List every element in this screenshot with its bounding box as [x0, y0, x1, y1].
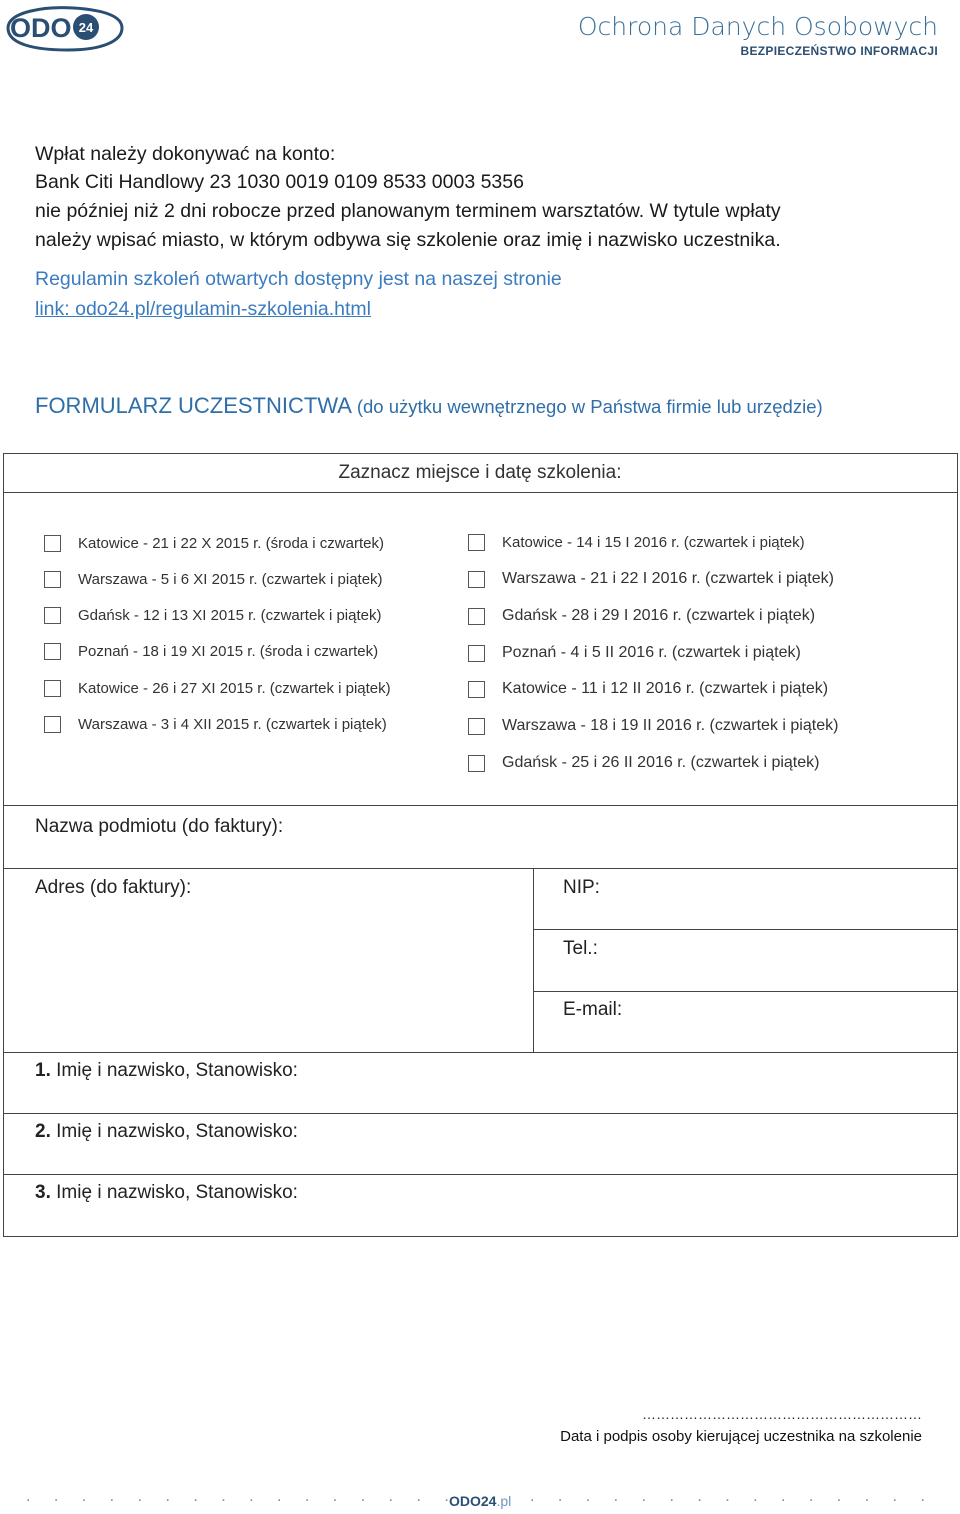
footer-dots-right: . . . . . . . . . . . . . . . — [530, 1488, 925, 1505]
participant-3-field[interactable] — [35, 1182, 298, 1204]
address-field[interactable]: Adres (do faktury): — [35, 877, 192, 898]
option-label: Katowice - 26 i 27 XI 2015 r. (czwartek i piątek) — [78, 680, 391, 697]
phone-field[interactable]: Tel.: — [563, 938, 598, 959]
checkbox[interactable] — [44, 571, 61, 588]
logo-text: ODO — [10, 13, 72, 43]
footer-brand-suffix: 24 — [480, 1493, 497, 1509]
option-right-1[interactable] — [468, 534, 805, 551]
option-label: Poznań - 18 i 19 XI 2015 r. (środa i czwartek) — [78, 643, 379, 660]
participant-number: 2. — [35, 1121, 51, 1142]
company-name-field[interactable]: Nazwa podmiotu (do faktury): — [35, 816, 284, 837]
option-label: Warszawa - 3 i 4 XII 2015 r. (czwartek i piątek) — [78, 716, 387, 733]
email-field[interactable]: E-mail: — [563, 999, 623, 1020]
option-right-2[interactable] — [468, 570, 834, 588]
header-title: Ochrona Danych Osobowych — [577, 12, 938, 41]
form-title — [35, 393, 823, 419]
option-left-1[interactable] — [44, 535, 384, 552]
option-label: Katowice - 11 i 12 II 2016 r. (czwartek i piątek) — [502, 680, 829, 697]
option-right-5[interactable] — [468, 680, 828, 698]
participant-label: Imię i nazwisko, Stanowisko: — [56, 1182, 298, 1203]
divider — [3, 1113, 958, 1114]
logo-badge: 24 — [78, 20, 94, 35]
select-heading: Zaznacz miejsce i datę szkolenia: — [338, 462, 622, 483]
divider — [533, 991, 958, 992]
participant-1-field[interactable] — [35, 1060, 298, 1082]
option-label: Katowice - 14 i 15 I 2016 r. (czwartek i piątek) — [502, 534, 805, 551]
checkbox[interactable] — [468, 681, 485, 698]
footer-brand-tld: .pl — [496, 1493, 512, 1509]
column-divider — [533, 868, 534, 1052]
divider — [533, 929, 958, 930]
rules-text: Regulamin szkoleń otwartych dostępny jest na naszej stronie — [35, 268, 562, 290]
payment-line-3: nie później niż 2 dni robocze przed planowanym terminem warsztatów. W tytule wpłaty — [35, 200, 781, 222]
signature-label: Data i podpis osoby kierującej uczestnika na szkolenie — [560, 1428, 922, 1445]
checkbox[interactable] — [44, 716, 61, 733]
checkbox[interactable] — [468, 718, 485, 735]
option-left-5[interactable] — [44, 680, 391, 697]
option-label: Warszawa - 21 i 22 I 2016 r. (czwartek i piątek) — [502, 570, 834, 587]
nip-field[interactable]: NIP: — [563, 877, 600, 898]
payment-account: Bank Citi Handlowy 23 1030 0019 0109 8533 0003 5356 — [35, 171, 524, 193]
participant-number: 3. — [35, 1182, 51, 1203]
option-right-6[interactable] — [468, 717, 838, 735]
footer-dots-left: . . . . . . . . . . . . . . . . — [26, 1488, 449, 1505]
option-label: Katowice - 21 i 22 X 2015 r. (środa i czwartek) — [78, 535, 384, 552]
checkbox[interactable] — [44, 535, 61, 552]
checkbox[interactable] — [468, 755, 485, 772]
payment-line-1: Wpłat należy dokonywać na konto: — [35, 143, 336, 165]
option-label: Warszawa - 18 i 19 II 2016 r. (czwartek i piątek) — [502, 717, 839, 734]
checkbox[interactable] — [44, 680, 61, 697]
option-label: Gdańsk - 12 i 13 XI 2015 r. (czwartek i piątek) — [78, 607, 382, 624]
checkbox[interactable] — [44, 607, 61, 624]
divider — [3, 492, 958, 493]
option-left-6[interactable] — [44, 716, 387, 733]
participant-label: Imię i nazwisko, Stanowisko: — [56, 1060, 298, 1081]
option-right-7[interactable] — [468, 754, 819, 772]
checkbox[interactable] — [44, 643, 61, 660]
form-title-main: FORMULARZ UCZESTNICTWA — [35, 393, 351, 418]
divider — [3, 868, 958, 869]
participant-number: 1. — [35, 1060, 51, 1081]
participant-label: Imię i nazwisko, Stanowisko: — [56, 1121, 298, 1142]
checkbox[interactable] — [468, 645, 485, 662]
option-label: Gdańsk - 25 i 26 II 2016 r. (czwartek i piątek) — [502, 754, 820, 771]
signature-line: …………………………………………………… — [642, 1406, 922, 1422]
checkbox[interactable] — [468, 571, 485, 588]
option-label: Warszawa - 5 i 6 XI 2015 r. (czwartek i piątek) — [78, 571, 383, 588]
option-left-3[interactable] — [44, 607, 381, 624]
option-right-3[interactable] — [468, 607, 815, 625]
divider — [3, 805, 958, 806]
option-right-4[interactable] — [468, 644, 801, 662]
divider — [3, 1052, 958, 1053]
option-left-4[interactable] — [44, 643, 378, 660]
option-label: Gdańsk - 28 i 29 I 2016 r. (czwartek i piątek) — [502, 607, 816, 624]
footer-brand: ODO — [449, 1493, 481, 1509]
payment-line-4: należy wpisać miasto, w którym odbywa się szkolenie oraz imię i nazwisko uczestnika. — [35, 229, 781, 251]
header-subtitle: BEZPIECZEŃSTWO INFORMACJI — [740, 44, 938, 58]
rules-link[interactable]: link: odo24.pl/regulamin-szkolenia.html — [35, 298, 372, 320]
option-left-2[interactable] — [44, 571, 383, 588]
footer-logo — [449, 1493, 511, 1509]
option-label: Poznań - 4 i 5 II 2016 r. (czwartek i piątek) — [502, 644, 801, 661]
checkbox[interactable] — [468, 608, 485, 625]
divider — [3, 1174, 958, 1175]
checkbox[interactable] — [468, 534, 485, 551]
participant-2-field[interactable] — [35, 1121, 298, 1143]
odo24-logo — [4, 2, 124, 54]
form-title-note: (do użytku wewnętrznego w Państwa firmie lub urzędzie) — [356, 396, 823, 417]
